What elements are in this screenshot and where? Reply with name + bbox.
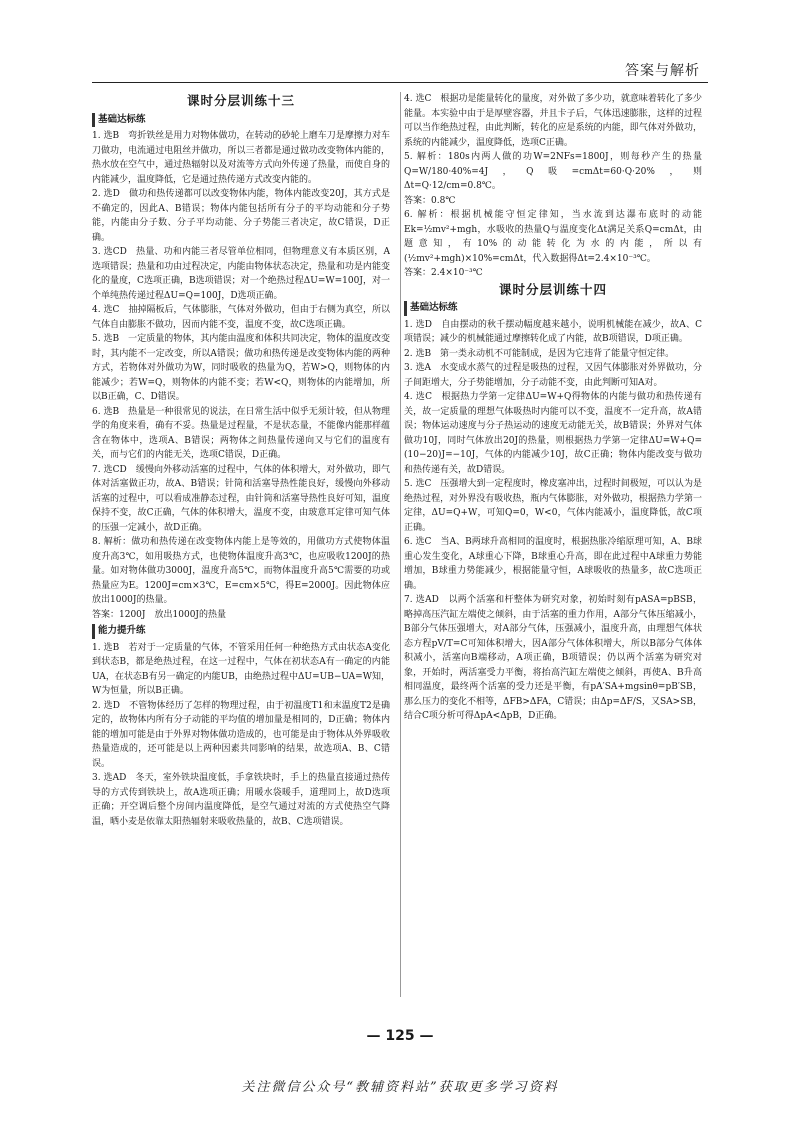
answer-item: 1. 选B 若对于一定质量的气体，不管采用任何一种绝热方式由状态A变化到状态B，都是绝热过程，在这一过程中，气体在初状态A有一确定的内能UA，在状态B有另一确定的内能UB，由绝热过程中ΔU=UB−UA=W知，W为恒量，所以B正确。 — [92, 642, 390, 696]
section-title-13: 课时分层训练十三 — [186, 93, 295, 108]
answer-line: 答案：1200J 放出1000J的热量 — [92, 609, 227, 620]
subsection-advanced: 能力提升练 — [92, 624, 390, 639]
column-divider — [400, 92, 401, 997]
answer-item: 5. 选C 压强增大到一定程度时，橡皮塞冲出，过程时间极短，可以认为是绝热过程，对外界没有吸收热，瓶内气体膨胀，对外做功，根据热力学第一定律，ΔU=Q+W，可知Q=0，W<0，气体内能减小，温度降低，故C项正确。 — [404, 479, 702, 533]
right-column — [404, 92, 702, 997]
answer-item: 6. 选B 热量是一种很常见的说法，在日常生活中似乎无须计较，但从物理学的角度来看，确有不妥。热量是过程量，不是状态量，不能像内能那样蕴含在物体中，选项A、B错误；两物体之间热量传递向又与它们的温度有关，而与它们的内能无关，选项C错误，D正确。 — [92, 406, 390, 460]
answer-item: 7. 选AD 以两个活塞和杆整体为研究对象，初始时刻有pASA=pBSB，略掉高压汽缸左端使之倾斜，由于活塞的重力作用，A部分气体压缩减小，B部分气体压强增大，对A部分气体，压强减小，温度升高，由理想气体状态方程pV/T=C可知体积增大，因A部分气体体积增大，所以B部分气体体积减小，活塞向B端移动，A项正确，B项错误；仍以两个活塞为研究对象，开始时，两活塞受力平衡，将抬高汽缸左端使之倾斜，再使A、B升高相同温度，最终两个活塞的受力还是平衡，有pA′SA+mgsinθ=pB′SB，那么压力的变化不相等，ΔFB>ΔFA，C错误；由Δp=ΔF/S，又SA>SB，结合C项分析可得ΔpA<ΔpB，D正确。 — [404, 595, 702, 721]
answer-item: 4. 选C 抽掉隔板后，气体膨胀，气体对外做功，但由于右侧为真空，所以气体自由膨胀不做功，因而内能不变，温度不变，故C选项正确。 — [92, 305, 390, 330]
answer-item: 3. 选AD 冬天，室外铁块温度低，手拿铁块时，手上的热量直接通过热传导的方式传到铁块上，故A选项正确；用暖水袋暖手，道理同上，故D选项正确；开空调后整个房间内温度降低，是空气通过对流的方式使热空气降温，晒小麦是依靠太阳热辐射来吸收热量的，故B、C选项错误。 — [92, 773, 390, 827]
page-header — [92, 60, 708, 82]
answer-line: 答案：2.4×10⁻³℃ — [404, 268, 483, 278]
left-column — [92, 92, 390, 997]
answer-item: 2. 选B 第一类永动机不可能制成，是因为它违背了能量守恒定律。 — [404, 348, 675, 359]
answer-item: 5. 解析：180s内两人做的功W=2NFs=1800J，则每秒产生的热量Q=W/180·40%=4J，Q吸=cmΔt=60·Q·20%，则Δt=Q·12/cm=0.8℃。 — [404, 152, 702, 191]
answer-item: 6. 选C 当A、B两球升高相同的温度时，根据热胀冷缩原理可知，A、B球重心发生变化，A球重心下降，B球重心升高，即在此过程中A球重力势能增加，B球重力势能减少，根据能量守恒，A球吸收的热量多，故C选项正确。 — [404, 537, 702, 591]
answer-line: 答案：0.8℃ — [404, 195, 456, 206]
answer-item: 8. 解析：做功和热传递在改变物体内能上是等效的，用做功方式使物体温度升高3℃，如用吸热方式，也使物体温度升高3℃，也应吸收1200J的热量。如对物体做功3000J，温度升高5℃，而物体温度升高5℃需要的功或热量应为E。1200J=cm×3℃，E=cm×5℃，得E=2000J。因此物体应放出1000J的热量。 — [92, 537, 390, 605]
answer-item: 6. 解析：根据机械能守恒定律知，当水流到达瀑布底时的动能Ek=½mv²+mgh，水吸收的热量Q与温度变化Δt满足关系Q=cmΔt，由题意知，有10%的动能转化为水的内能，所以有(½mv²+mgh)×10%=cmΔt，代入数据得Δt=2.4×10⁻³℃。 — [404, 210, 702, 264]
header-rule — [92, 82, 708, 83]
answer-item: 3. 选A 水变成水蒸气的过程是吸热的过程，又因气体膨胀对外界做功，分子间距增大，分子势能增加，分子动能不变，由此判断可知A对。 — [404, 363, 702, 388]
answer-item: 7. 选CD 缓慢向外移动活塞的过程中，气体的体积增大，对外做功，即气体对活塞做正功，故A、B错误；针筒和活塞导热性能良好，缓慢向外移动活塞的过程中，可以看成准静态过程，由针筒和活塞导热性良好可知，温度保持不变，故C正确，气体的体积增大，温度不变，由玻意耳定律可知气体的压强一定减小，故D正确。 — [92, 464, 390, 533]
page-number: — 125 — — [366, 1028, 434, 1044]
answer-item: 4. 选C 根据功是能量转化的量度，对外做了多少功，就意味着转化了多少能量。本实验中由于是厚壁容器，并且卡子后，气体迅速膨胀，这样的过程可以当作绝热过程，由此判断，转化的应是系统的内能，即气体对外做功，系统的内能减少，温度降低，选项C正确。 — [404, 94, 702, 148]
footer-note: 关注微信公众号“教辅资料站”获取更多学习资料 — [241, 1080, 559, 1095]
answer-item: 5. 选B 一定质量的物体，其内能由温度和体积共同决定，物体的温度改变时，其内能不一定改变，所以A错误；做功和热传递是改变物体内能的两种方式，若物体对外做功为W，同时吸收的热量为Q，若W>Q，则物体的内能减少；若W=Q，则物体的内能不变；若W<Q，则物体的内能增加，所以B正确，C、D错误。 — [92, 334, 390, 402]
section-title-14: 课时分层训练十四 — [498, 281, 607, 297]
answer-item: 3. 选CD 热量、功和内能三者尽管单位相同，但物理意义有本质区别，A选项错误；热量和功由过程决定，内能由物体状态决定，热量和功是内能变化的量度，C选项正确，B选项错误；对一个绝热过程ΔU=W=100J，对一个单纯热传递过程ΔU=Q=100J，D选项正确。 — [92, 247, 390, 301]
answer-item: 2. 选D 做功和热传递都可以改变物体内能，物体内能改变20J，其方式是不确定的，因此A、B错误；物体内能包括所有分子的平均动能和分子势能，内能由分子数、分子平均动能、分子势能三者决定，故C错误，D正确。 — [92, 189, 390, 243]
answer-item: 1. 选B 弯折铁丝是用力对物体做功，在转动的砂轮上磨车刀是摩擦力对车刀做功，电流通过电阻丝并做功，所以三者都是通过做功改变物体内能的，热水放在空气中，通过热辐射以及对流等方式向外传递了热量，而使自身的内能减少，温度降低，它是通过热传递方式改变内能的。 — [92, 131, 390, 185]
answer-item: 4. 选C 根据热力学第一定律ΔU=W+Q得物体的内能与做功和热传递有关，故一定质量的理想气体吸热时内能可以不变，温度不一定升高，故A错误；物体运动速度与分子热运动的速度无动能无关，故B错误；外界对气体做功10J，同时气体放出20J的热量，则根据热力学第一定律ΔU=W+Q=(10−20)J=−10J，气体的内能减少10J，故C正确；物体内能改变与做功和热传递有关，故D错误。 — [404, 392, 702, 475]
answer-item: 2. 选D 不管物体经历了怎样的物理过程，由于初温度T1和末温度T2是确定的，故物体内所有分子动能的平均值的增加量是相同的，D正确；物体内能的增加可能是由于外界对物体做功造成的，也可能是由于物体从外界吸收热量造成的，还可能是以上两种因素共同影响的结果，故选项A、B、C错误。 — [92, 700, 390, 769]
subsection-basic: 基础达标练 — [404, 301, 702, 316]
answer-item: 1. 选D 自由摆动的秋千摆动幅度越来越小，说明机械能在减少，故A、C项错误；减少的机械能通过摩擦转化成了内能，故B项错误，D项正确。 — [404, 319, 702, 344]
header-title: 答案与解析 — [625, 63, 700, 79]
subsection-basic: 基础达标练 — [92, 113, 390, 128]
